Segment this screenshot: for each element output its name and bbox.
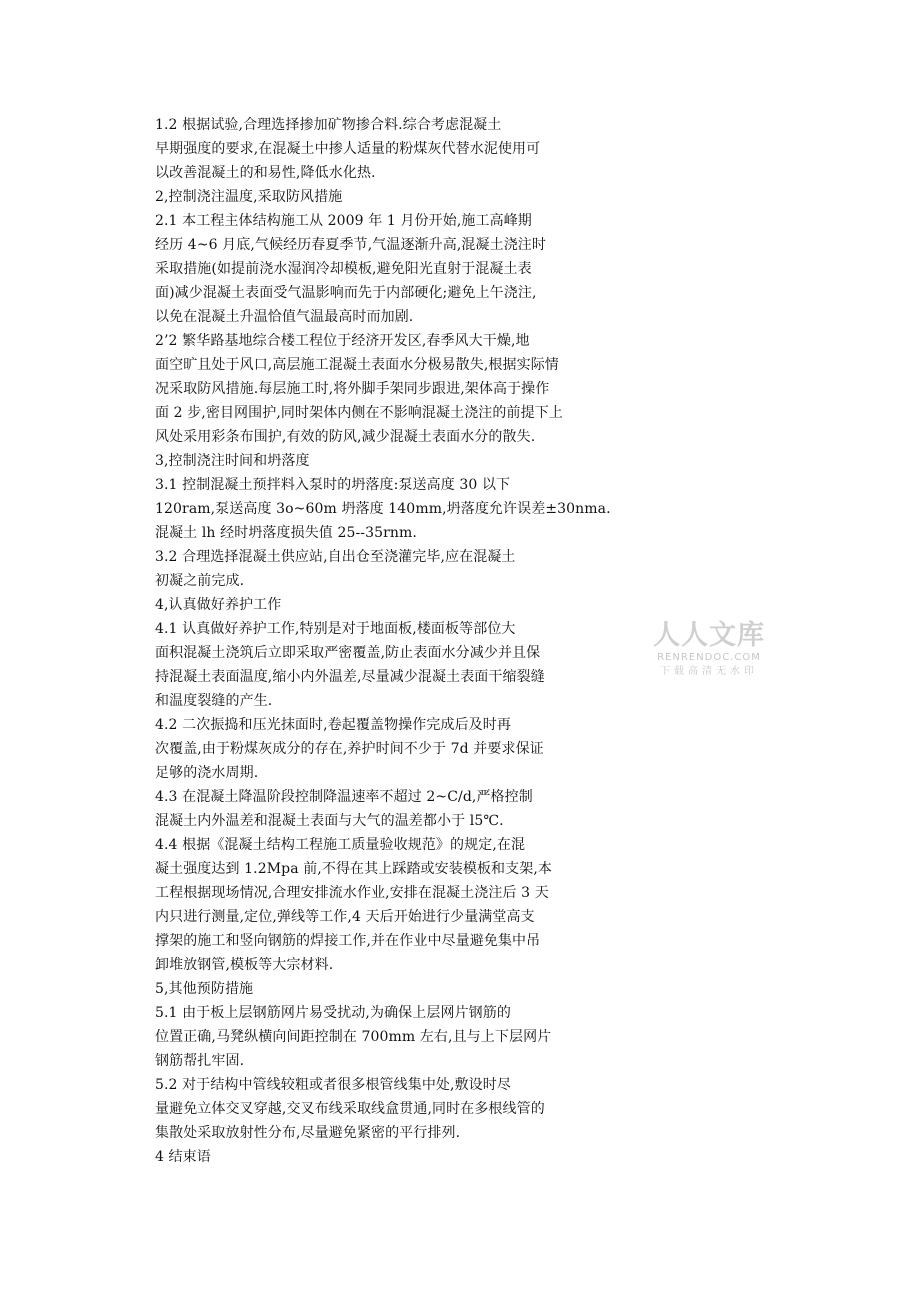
- text-line: 早期强度的要求,在混凝土中掺人适量的粉煤灰代替水泥使用可: [155, 141, 541, 157]
- document-body: [155, 113, 635, 1169]
- text-line: 混凝土 lh 经时坍落度损失值 25--35rnm.: [155, 525, 417, 541]
- text-line: 4.1 认真做好养护工作,特别是对于地面板,楼面板等部位大: [155, 621, 516, 637]
- text-line: 经历 4~6 月底,气候经历春夏季节,气温逐渐升高,混凝土浇注时: [155, 237, 546, 253]
- text-line: 2’2 繁华路基地综合楼工程位于经济开发区,春季风大干燥,地: [155, 333, 530, 349]
- text-line: 以免在混凝土升温恰值气温最高时而加剧.: [155, 309, 414, 325]
- text-line: 5,其他预防措施: [155, 981, 254, 997]
- text-line: 持混凝土表面温度,缩小内外温差,尽量减少混凝土表面干缩裂缝: [155, 669, 545, 685]
- text-line: 2,控制浇注温度,采取防风措施: [155, 189, 343, 205]
- text-line: 面空旷且处于风口,高层施工混凝土表面水分极易散失,根据实际情: [155, 357, 559, 373]
- text-line: 4.4 根据《混凝土结构工程施工质量验收规范》的规定,在混: [155, 837, 526, 853]
- text-line: 和温度裂缝的产生.: [155, 693, 273, 709]
- text-line: 足够的浇水周期.: [155, 765, 259, 781]
- text-line: 1.2 根据试验,合理选择掺加矿物掺合料.综合考虑混凝土: [155, 117, 502, 133]
- text-line: 卸堆放钢管,模板等大宗材料.: [155, 957, 334, 973]
- text-line: 初凝之前完成.: [155, 573, 245, 589]
- text-line: 120ram,泵送高度 3o~60m 坍落度 140mm,坍落度允许误差±30nma.: [155, 501, 611, 517]
- text-line: 况采取防风措施.每层施工时,将外脚手架同步跟进,架体高于操作: [155, 381, 550, 397]
- text-line: 工程根据现场情况,合理安排流水作业,安排在混凝土浇注后 3 天: [155, 885, 549, 901]
- text-line: 风处采用彩条布围护,有效的防风,减少混凝土表面水分的散失.: [155, 429, 536, 445]
- text-line: 凝土强度达到 1.2Mpa 前,不得在其上踩踏或安装模板和支架,本: [155, 861, 553, 877]
- text-line: 5.2 对于结构中管线较粗或者很多根管线集中处,敷设时尽: [155, 1077, 511, 1093]
- text-line: 4,认真做好养护工作: [155, 597, 282, 613]
- text-line: 混凝土内外温差和混凝土表面与大气的温差都小于 l5℃.: [155, 813, 504, 829]
- text-line: 采取措施(如提前浇水湿润冷却模板,避免阳光直射于混凝土表: [155, 261, 532, 277]
- text-line: 撑架的施工和竖向钢筋的焊接工作,并在作业中尽量避免集中吊: [155, 933, 541, 949]
- watermark-logo: [646, 620, 772, 680]
- text-line: 面 2 步,密目网围护,同时架体内侧在不影响混凝土浇注的前提下上: [155, 405, 563, 421]
- text-line: 钢筋帮扎牢固.: [155, 1053, 245, 1069]
- text-line: 3.1 控制混凝土预拌料入泵时的坍落度:泵送高度 30 以下: [155, 477, 511, 493]
- text-line: 4.2 二次振捣和压光抹面时,卷起覆盖物操作完成后及时再: [155, 717, 511, 733]
- watermark-subtitle: 下载高清无水印: [660, 666, 758, 677]
- text-line: 内只进行测量,定位,弹线等工作,4 天后开始进行少量满堂高支: [155, 909, 535, 925]
- text-line: 位置正确,马凳纵横向间距控制在 700mm 左右,且与上下层网片: [155, 1029, 552, 1045]
- text-line: 量避免立体交叉穿越,交叉布线采取线盒贯通,同时在多根线管的: [155, 1101, 545, 1117]
- text-line: 5.1 由于板上层钢筋网片易受扰动,为确保上层网片钢筋的: [155, 1005, 511, 1021]
- text-line: 集散处采取放射性分布,尽量避免紧密的平行排列.: [155, 1125, 461, 1141]
- text-line: 次覆盖,由于粉煤灰成分的存在,养护时间不少于 7d 并要求保证: [155, 741, 544, 757]
- text-line: 面积混凝土浇筑后立即采取严密覆盖,防止表面水分减少并且保: [155, 645, 541, 661]
- watermark-title: 人人文库: [653, 620, 765, 651]
- text-line: 4 结束语: [155, 1149, 211, 1165]
- text-line: 3.2 合理选择混凝土供应站,自出仓至浇灌完毕,应在混凝土: [155, 549, 516, 565]
- text-line: 2.1 本工程主体结构施工从 2009 年 1 月份开始,施工高峰期: [155, 213, 532, 229]
- text-line: 4.3 在混凝土降温阶段控制降温速率不超过 2~C/d,严格控制: [155, 789, 533, 805]
- watermark-domain: RENRENDOC.COM: [657, 652, 761, 663]
- text-line: 面)减少混凝土表面受气温影响而先于内部硬化;避免上午浇注,: [155, 285, 537, 301]
- text-line: 以改善混凝土的和易性,降低水化热.: [155, 165, 376, 181]
- text-line: 3,控制浇注时间和坍落度: [155, 453, 310, 469]
